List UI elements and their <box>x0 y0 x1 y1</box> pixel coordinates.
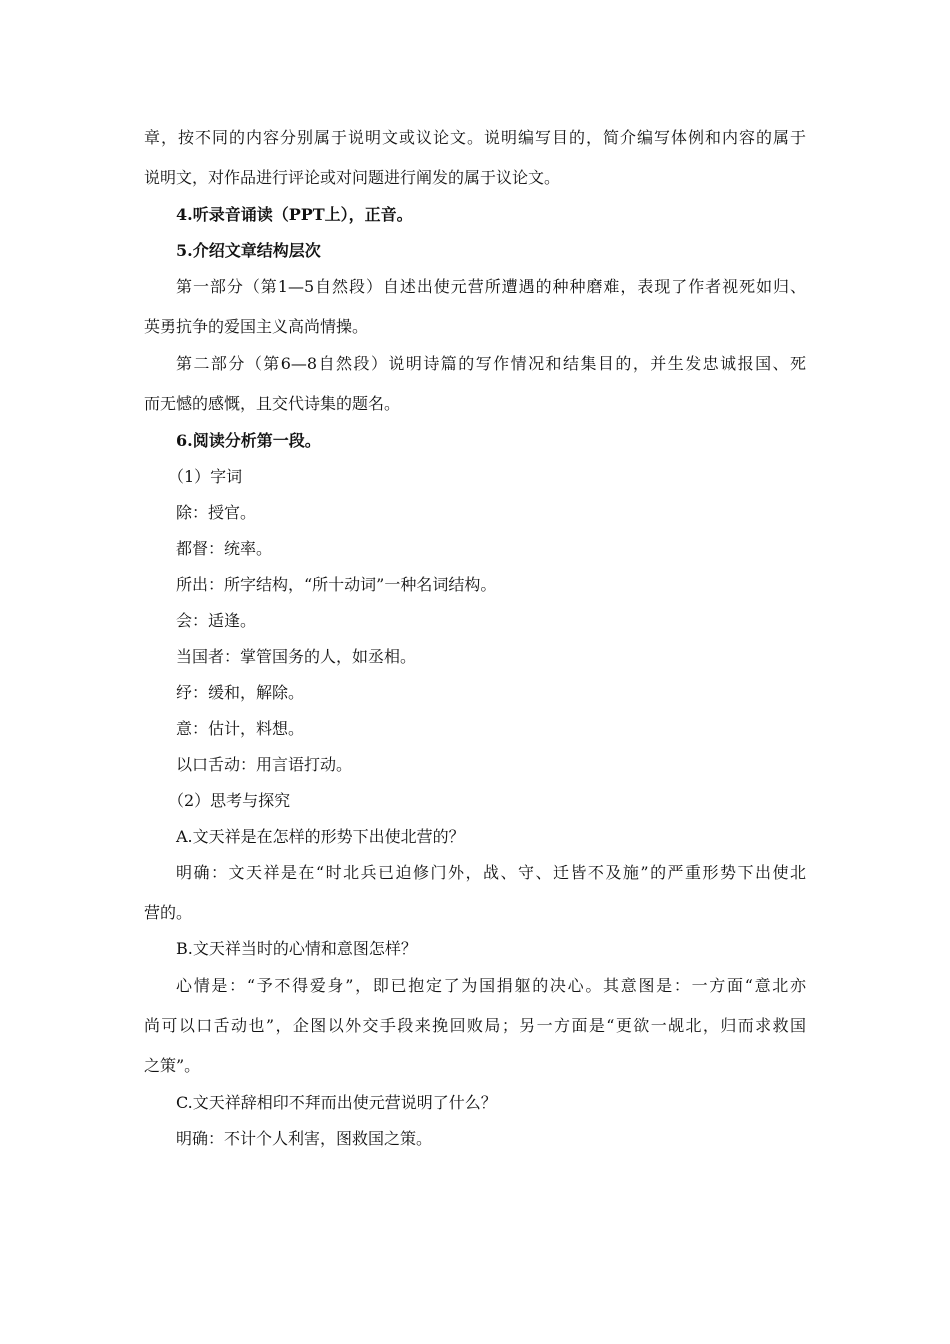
paragraph-line: 英勇抗争的爱国主义高尚情操。 <box>144 317 369 336</box>
vocab-item: 所出：所字结构，“所十动词”一种名词结构。 <box>176 575 497 594</box>
question: A.文天祥是在怎样的形势下出使北营的？ <box>176 827 465 846</box>
vocab-item: 纾：缓和，解除。 <box>176 683 305 702</box>
paragraph-line: 说明文，对作品进行评论或对问题进行阐发的属于议论文。 <box>144 168 561 187</box>
vocab-item: 都督：统率。 <box>176 539 273 558</box>
vocab-item: 意：估计，料想。 <box>176 719 305 738</box>
section-heading: 4.听录音诵读（PPT上），正音。 <box>176 205 413 224</box>
paragraph-line: 第二部分（第6—8自然段）说明诗篇的写作情况和结集目的，并生发忠诚报国、死 <box>176 354 806 373</box>
question: B.文天祥当时的心情和意图怎样？ <box>176 939 417 958</box>
vocab-item: 当国者：掌管国务的人，如丞相。 <box>176 647 417 666</box>
answer-line: 之策”。 <box>144 1056 201 1075</box>
paragraph-line: 而无憾的感慨，且交代诗集的题名。 <box>144 394 401 413</box>
vocab-item: 除：授官。 <box>176 503 257 522</box>
paragraph-line: 章，按不同的内容分别属于说明文或议论文。说明编写目的，简介编写体例和内容的属于 <box>144 128 806 147</box>
section-heading: 6.阅读分析第一段。 <box>176 431 321 450</box>
answer-line: 明确：不计个人利害，图救国之策。 <box>176 1129 433 1148</box>
answer-line: 心情是：“予不得爱身”，即已抱定了为国捐躯的决心。其意图是：一方面“意北亦 <box>176 976 806 995</box>
paragraph-line: 第一部分（第1—5自然段）自述出使元营所遭遇的种种磨难，表现了作者视死如归、 <box>176 277 806 296</box>
answer-line: 明确：文天祥是在“时北兵已迫修门外，战、守、迁皆不及施”的严重形势下出使北 <box>176 863 806 882</box>
section-heading: 5.介绍文章结构层次 <box>176 241 321 260</box>
question: C.文天祥辞相印不拜而出使元营说明了什么？ <box>176 1093 497 1112</box>
subsection-heading: （1）字词 <box>168 467 243 486</box>
vocab-item: 以口舌动：用言语打动。 <box>176 755 353 774</box>
vocab-item: 会：适逢。 <box>176 611 257 630</box>
answer-line: 营的。 <box>144 903 193 922</box>
subsection-heading: （2）思考与探究 <box>168 791 291 810</box>
answer-line: 尚可以口舌动也”，企图以外交手段来挽回败局；另一方面是“更欲一觇北，归而求救国 <box>144 1016 806 1035</box>
